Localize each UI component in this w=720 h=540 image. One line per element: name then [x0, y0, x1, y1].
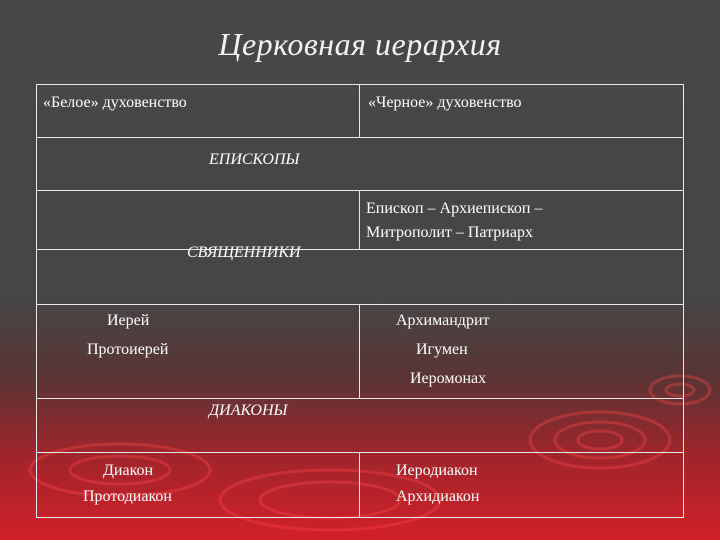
priest-rank-ieromonakh: Иеромонах	[410, 370, 487, 387]
deacon-rank-ierodiakon: Иеродиакон	[396, 462, 478, 479]
bishops-black-cell	[360, 191, 684, 250]
hierarchy-table	[36, 84, 684, 518]
deacons-white-cell	[36, 453, 360, 518]
table-row-header	[36, 84, 684, 138]
priests-white-cell	[36, 305, 360, 399]
bishops-rank-line-2: Митрополит – Патриарх	[366, 224, 533, 241]
table-row-priests	[36, 305, 684, 399]
deacon-rank-arkhidiakon: Архидиакон	[396, 488, 480, 505]
table-row-deacons-heading	[36, 399, 684, 453]
deacons-heading: ДИАКОНЫ	[209, 402, 288, 419]
deacon-rank-diakon: Диакон	[103, 462, 154, 479]
deacon-rank-protodiakon: Протодиакон	[83, 488, 172, 505]
deacons-heading-cell	[36, 399, 684, 453]
black-clergy-header-cell	[360, 84, 684, 138]
priests-heading: СВЯЩЕННИКИ	[187, 244, 301, 261]
table-row-bishops	[36, 191, 684, 250]
deacons-black-cell	[360, 453, 684, 518]
priests-heading-cell	[36, 244, 684, 305]
white-clergy-header: «Белое» духовенство	[43, 94, 187, 111]
bishops-heading-cell	[36, 138, 684, 191]
bishops-heading: ЕПИСКОПЫ	[209, 151, 300, 168]
black-clergy-header: «Черное» духовенство	[368, 94, 522, 111]
bishops-rank-line-1: Епископ – Архиепископ –	[366, 200, 543, 217]
slide-title: Церковная иерархия	[218, 26, 502, 62]
table-row-priests-heading	[36, 244, 684, 305]
priest-rank-protoierei: Протоиерей	[87, 341, 169, 358]
table-row-bishops-heading	[36, 138, 684, 191]
priest-rank-igumen: Игумен	[416, 341, 468, 358]
white-clergy-header-cell	[36, 84, 360, 138]
priest-rank-ierei: Иерей	[107, 312, 150, 329]
table-row-deacons	[36, 453, 684, 518]
priest-rank-archimandrite: Архимандрит	[396, 312, 490, 329]
priests-black-cell	[360, 305, 684, 399]
